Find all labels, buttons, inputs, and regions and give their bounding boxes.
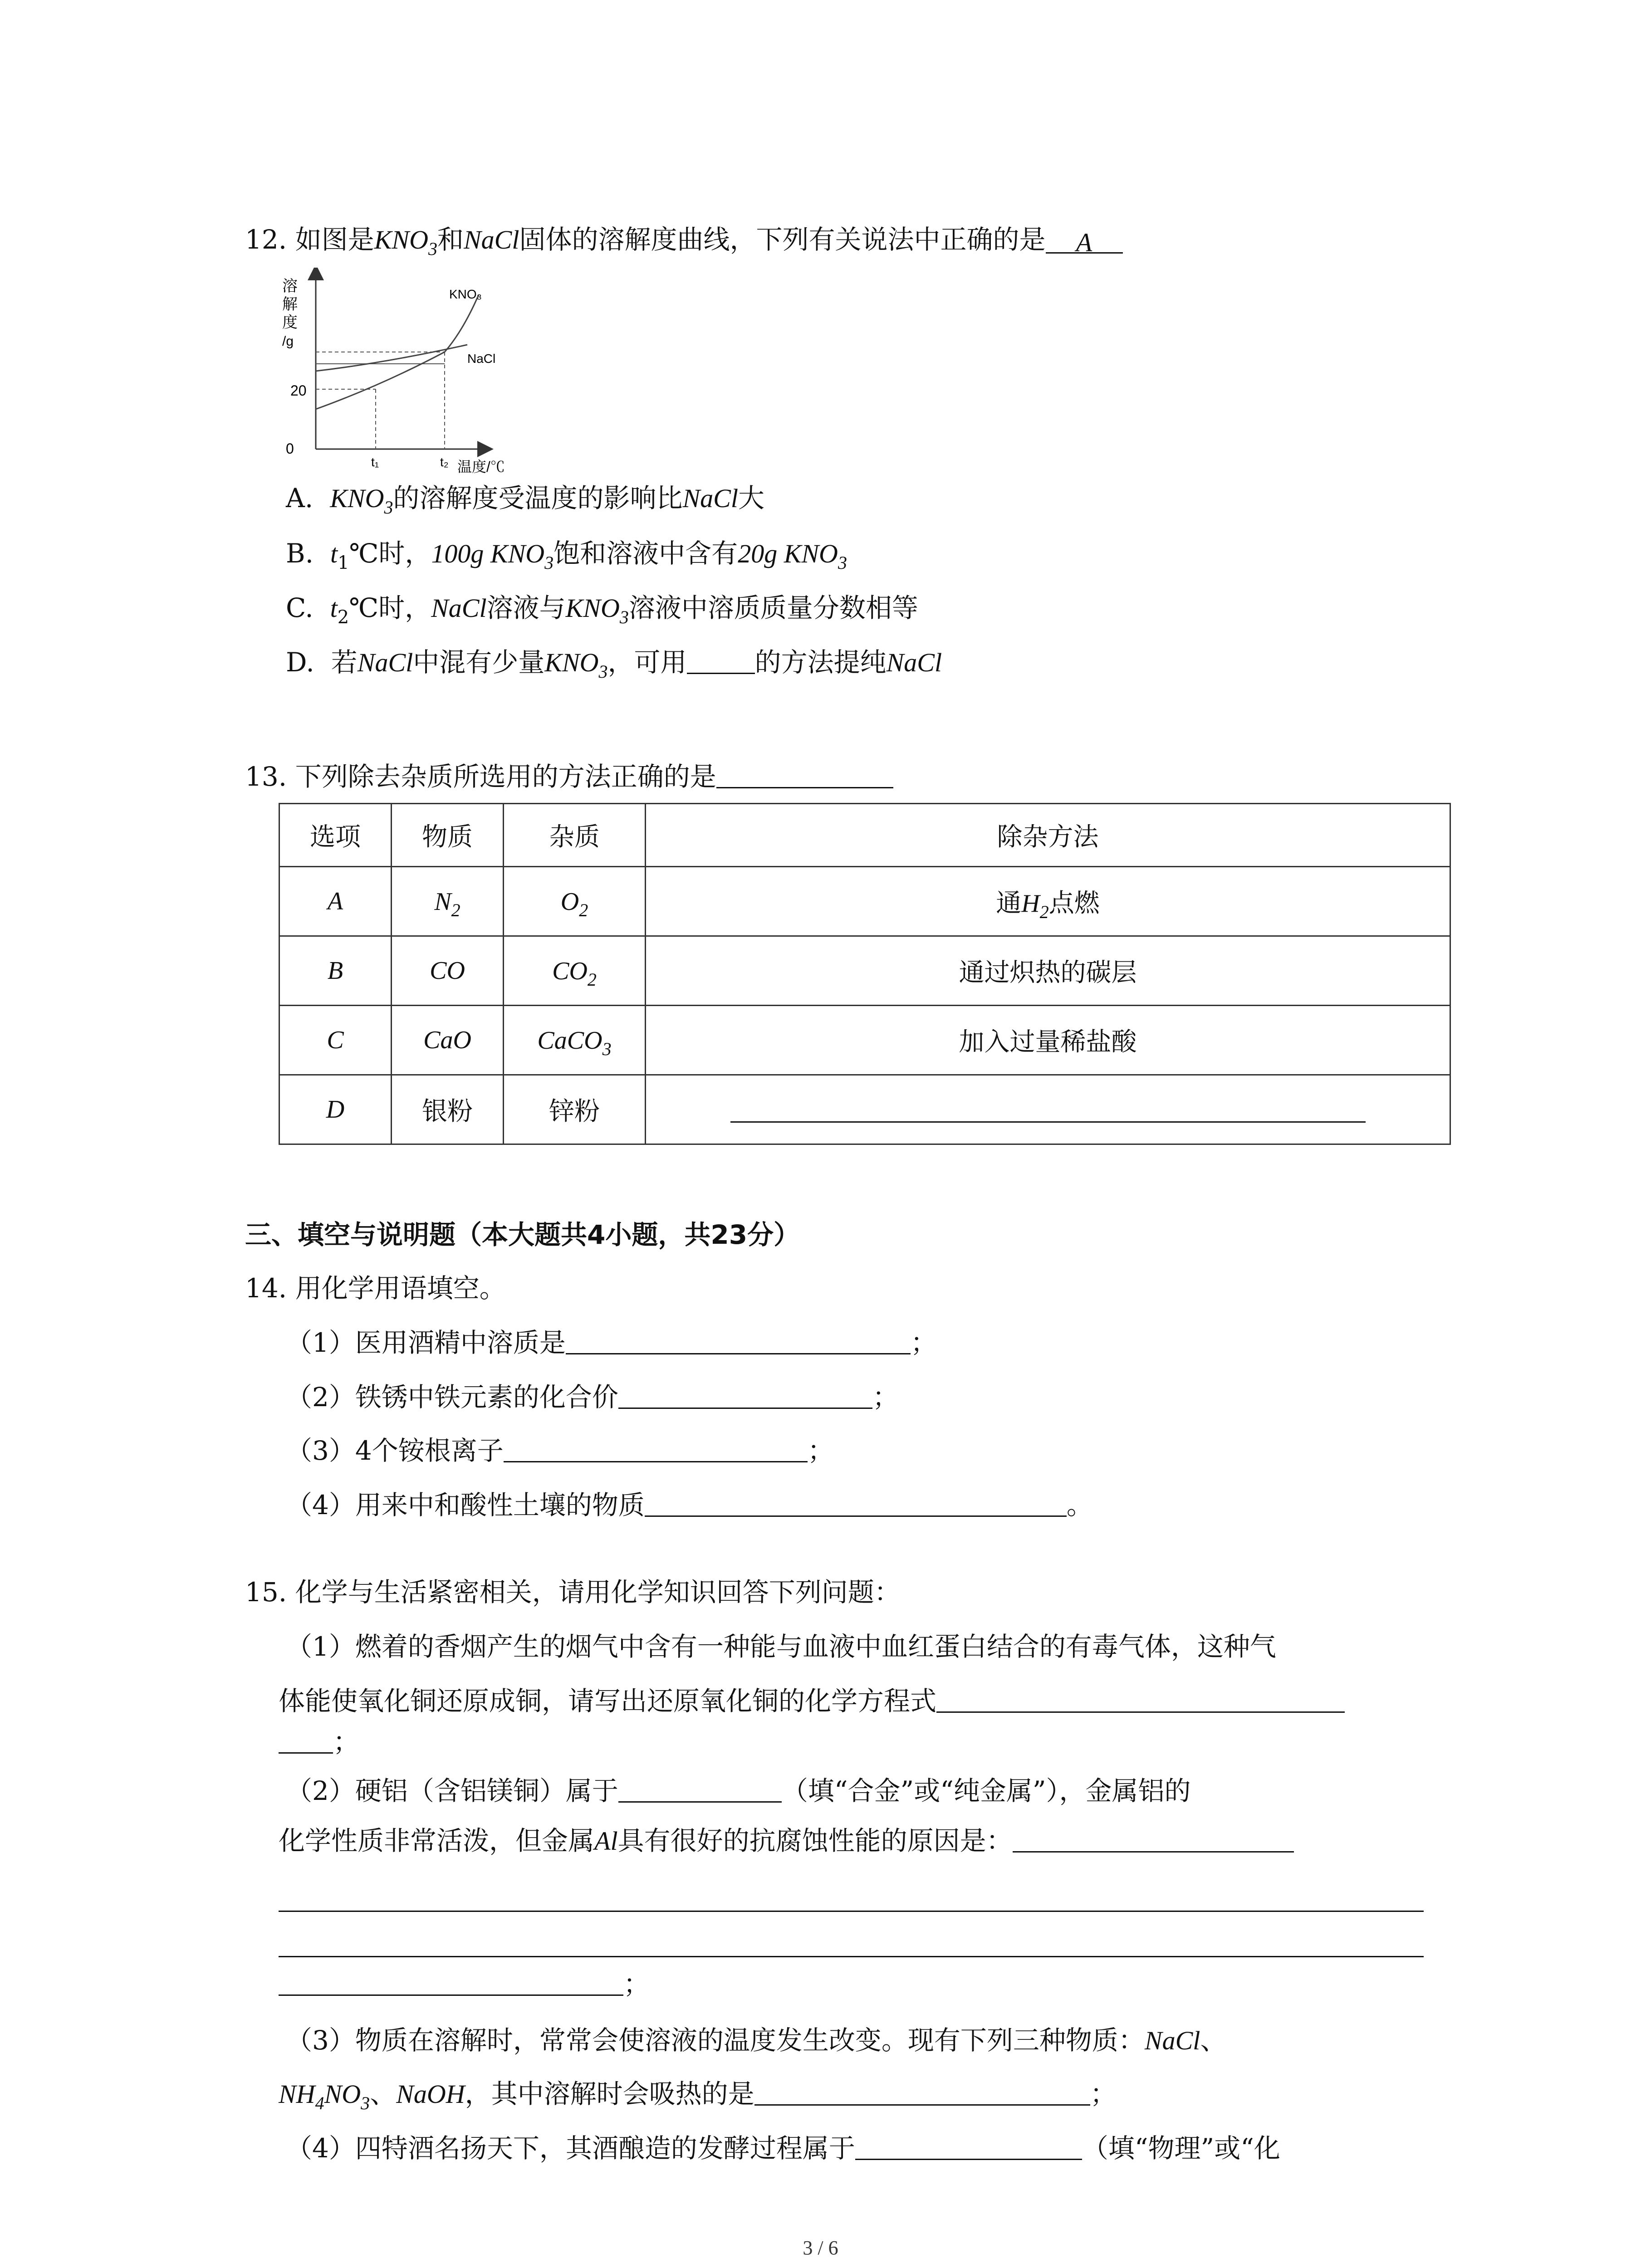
q12-option-c: C. $t_2℃$时，NaCl溶液与$KNO_3$溶液中溶质质量分数相等	[286, 592, 918, 628]
q12-option-a: A. $KNO_3$的溶解度受温度的影响比NaCl大	[286, 483, 764, 518]
graph-t2: t₂	[440, 455, 449, 469]
q15-4-blank[interactable]	[855, 2131, 1082, 2160]
q15-p1-line2: 体能使氧化铜还原成铜，请写出还原氧化铜的化学方程式	[279, 1683, 1345, 1719]
graph-t1: t₁	[371, 455, 379, 469]
q15-p2-line2: 化学性质非常活泼，但金属Al具有很好的抗腐蚀性能的原因是：	[279, 1823, 1294, 1859]
q12-answer-blank	[1046, 224, 1123, 257]
q12-stem: 12. 如图是$KNO_3$和NaCl固体的溶解度曲线，下列有关说法中正确的是 A	[245, 221, 1123, 258]
q14-1-blank[interactable]	[566, 1325, 911, 1354]
table-row: B CO $CO_2$ 通过炽热的碳层	[279, 936, 1450, 1006]
graph-y-tick-20: 20	[290, 382, 307, 399]
q15-2-blank-line-3[interactable]	[279, 1882, 1424, 1912]
q15-3-blank[interactable]	[754, 2076, 1090, 2106]
q12-number: 12.	[245, 224, 287, 255]
q15-1-blank-cont[interactable]	[279, 1724, 333, 1754]
q12-answer: A	[1076, 228, 1092, 257]
q14-item-2: （2）铁锈中铁元素的化合价 ；	[286, 1379, 899, 1415]
table-row: D 银粉 锌粉	[279, 1075, 1450, 1144]
q15-p1-line1: （1）燃着的香烟产生的烟气中含有一种能与血液中血红蛋白结合的有毒气体，这种气	[286, 1631, 1276, 1662]
kno3-curve	[316, 295, 479, 409]
table-row: C CaO CaCO$_3$ 加入过量稀盐酸	[279, 1006, 1450, 1075]
graph-nacl-label: NaCl	[467, 352, 496, 366]
q14-4-blank[interactable]	[645, 1487, 1067, 1517]
q13-d-method-blank[interactable]	[730, 1093, 1366, 1123]
q13-table	[279, 803, 1451, 1145]
graph-y-label-2: 解	[282, 296, 298, 313]
q13-stem: 13. 下列除去杂质所选用的方法正确的是	[245, 758, 893, 795]
q15-2-blank-1[interactable]	[618, 1773, 782, 1803]
graph-kno3-label: KNO₃	[449, 287, 482, 301]
q14-3-blank[interactable]	[504, 1433, 808, 1462]
q14-item-3: （3）4个铵根离子 ；	[286, 1432, 834, 1469]
graph-x-label: 温度/℃	[457, 459, 505, 475]
table-row: A $N_2$ $O_2$ 通$H_2$点燃	[279, 867, 1450, 936]
q15-1-blank[interactable]	[936, 1683, 1345, 1713]
graph-y-label-3: 度	[282, 314, 298, 331]
q15-p3-line1: （3）物质在溶解时，常常会使溶液的温度发生改变。现有下列三种物质：NaCl、	[286, 2025, 1227, 2056]
q15-p1-line3: ；	[279, 1724, 359, 1760]
graph-y-label-1: 溶	[282, 278, 298, 295]
q12-option-b: B. $t_1℃$时，100g $KNO_3$饱和溶液中含有20g $KNO_3$	[286, 538, 847, 573]
q14-item-1: （1）医用酒精中溶质是 ；	[286, 1325, 937, 1361]
graph-origin: 0	[286, 440, 294, 457]
q12-option-d: D. 若NaCl中混有少量$KNO_3$，可用 的方法提纯NaCl	[286, 644, 942, 681]
q12-d-blank[interactable]	[687, 645, 755, 674]
graph-y-label-4: /g	[282, 334, 294, 349]
q15-p4-line1: （4）四特酒名扬天下，其酒酿造的发酵过程属于 （填“物理”或“化	[286, 2130, 1280, 2166]
q14-item-4: （4）用来中和酸性土壤的物质 。	[286, 1487, 1093, 1523]
q14-2-blank[interactable]	[618, 1379, 872, 1409]
table-header-row: 选项 物质 杂质 除杂方法	[279, 804, 1450, 867]
q15-2-blank-2[interactable]	[1013, 1823, 1294, 1853]
q13-answer-blank[interactable]	[716, 759, 893, 788]
q14-stem: 14. 用化学用语填空。	[245, 1273, 506, 1304]
solubility-graph	[272, 268, 526, 476]
q15-p2-line5: ；	[279, 1966, 650, 2002]
section3-title: 三、填空与说明题（本大题共4小题，共23分）	[245, 1219, 800, 1250]
q15-2-blank-line-5[interactable]	[279, 1966, 623, 1996]
q15-p2-line1: （2）硬铝（含铝镁铜）属于 （填“合金”或“纯金属”），金属铝的	[286, 1773, 1191, 1809]
q15-p3-line2: $NH_4NO_3$、NaOH，其中溶解时会吸热的是 ；	[279, 2076, 1117, 2112]
q15-2-blank-line-4[interactable]	[279, 1928, 1424, 1957]
q15-stem: 15. 化学与生活紧密相关，请用化学知识回答下列问题：	[245, 1577, 901, 1608]
page-number: 3 / 6	[803, 2237, 838, 2259]
